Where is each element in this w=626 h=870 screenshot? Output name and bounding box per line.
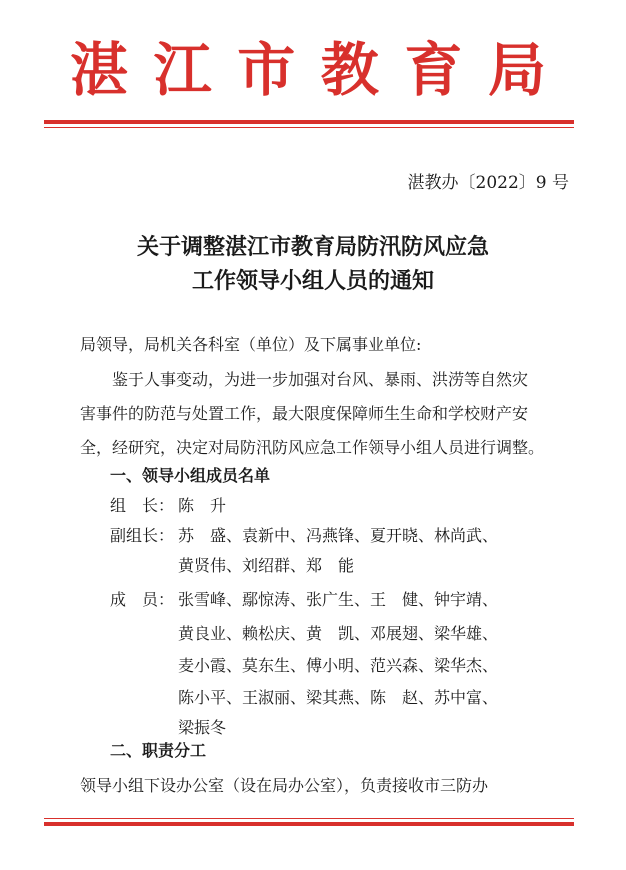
member-names: 张雪峰、鄢惊涛、张广生、王 健、钟宇靖、: [178, 590, 499, 609]
leader-row: [110, 489, 226, 523]
member-row-continued: 黄良业、赖松庆、黄 凯、邓展翅、梁华雄、: [178, 624, 499, 643]
body-paragraph-line: 全，经研究，决定对局防汛防风应急工作领导小组人员进行调整。: [80, 438, 545, 457]
letterhead-char: 江: [153, 36, 212, 104]
letterhead-char: 湛: [70, 36, 129, 104]
letterhead-char: 教: [320, 36, 379, 104]
document-title-line-1: 关于调整湛江市教育局防汛防风应急: [136, 234, 489, 260]
member-row: [110, 583, 498, 617]
body-paragraph-line: 害事件的防范与处置工作，最大限度保障师生生命和学校财产安: [80, 404, 529, 423]
letterhead-char: 局: [487, 36, 546, 104]
leader-label: 组 长：: [110, 496, 175, 515]
letterhead-title: [70, 34, 546, 106]
document-number: 湛教办〔2022〕9 号: [407, 173, 569, 193]
addressee: 局领导，局机关各科室（单位）及下属事业单位:: [80, 335, 422, 354]
letterhead-rule-thick: [44, 120, 574, 124]
footer-rule-thin: [44, 818, 574, 819]
body-paragraph-line: 鉴于人事变动，为进一步加强对台风、暴雨、洪涝等自然灾: [80, 370, 529, 389]
deputy-names: 苏 盛、袁新中、冯燕锋、夏开晓、林尚武、: [178, 526, 499, 545]
deputy-row: [110, 519, 498, 553]
letterhead-char: 市: [237, 36, 296, 104]
deputy-label: 副组长：: [110, 526, 175, 545]
member-row-continued: 麦小霞、莫东生、傅小明、范兴森、梁华杰、: [178, 656, 499, 675]
document-title-line-2: 工作领导小组人员的通知: [191, 268, 434, 294]
section-heading-duties: 二、职责分工: [110, 741, 207, 760]
member-label: 成 员：: [110, 590, 175, 609]
section-heading-members: 一、领导小组成员名单: [110, 466, 271, 485]
member-row-continued: 陈小平、王淑丽、梁其燕、陈 赵、苏中富、: [178, 688, 499, 707]
footer-rule-thick: [44, 822, 574, 826]
deputy-row-continued: 黄贤伟、刘绍群、郑 能: [178, 556, 355, 575]
letterhead-rule-thin: [44, 127, 574, 128]
letterhead-char: 育: [404, 36, 463, 104]
member-row-continued: 梁振冬: [178, 718, 227, 737]
body-paragraph-line: 领导小组下设办公室（设在局办公室），负责接收市三防办: [80, 776, 489, 795]
leader-name: 陈 升: [178, 496, 227, 515]
